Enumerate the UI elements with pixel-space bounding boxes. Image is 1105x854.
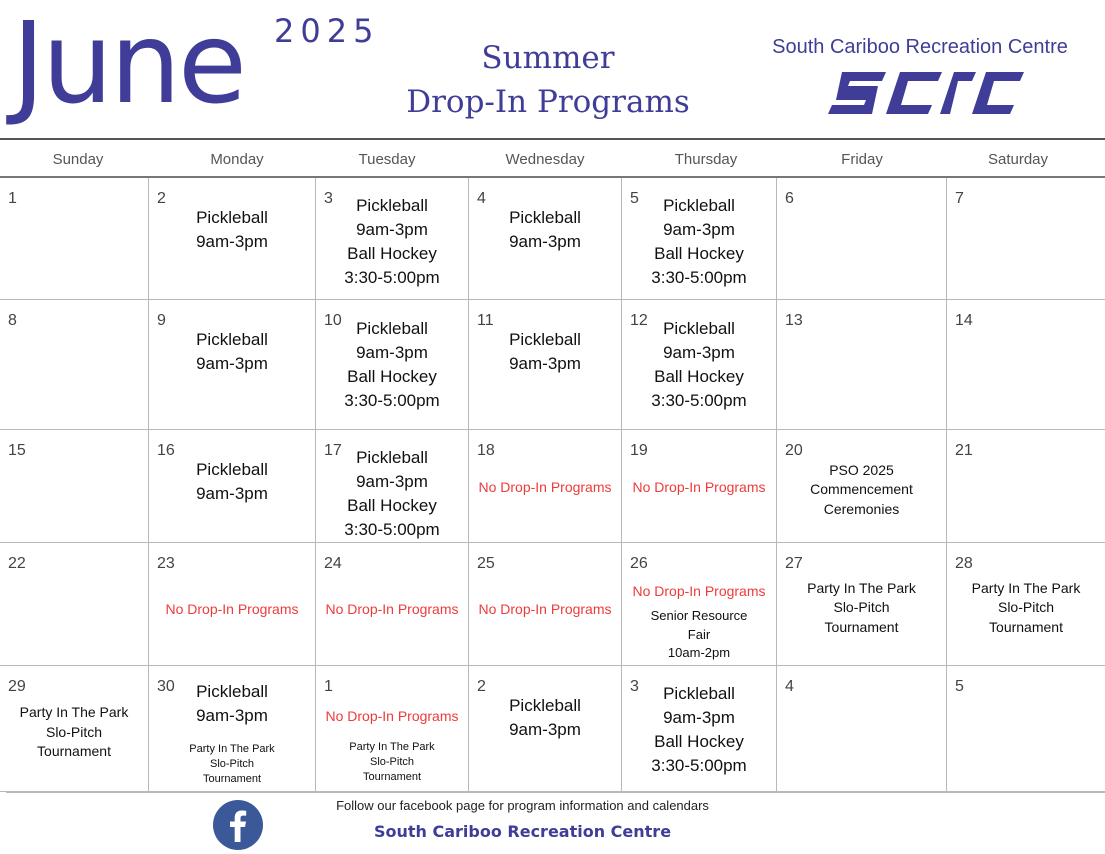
day-number: 4	[785, 678, 794, 695]
program-name: Pickleball	[196, 460, 268, 479]
day-programs	[622, 194, 776, 290]
calendar-day-cell[interactable]	[149, 178, 316, 300]
program-list	[469, 694, 621, 742]
event-line: 10am-2pm	[667, 645, 731, 660]
day-number: 3	[324, 190, 333, 207]
day-programs	[622, 581, 776, 663]
day-number: 2	[157, 190, 166, 207]
program-time: 9am-3pm	[196, 354, 268, 373]
event-details	[622, 607, 776, 663]
org-name: South Cariboo Recreation Centre	[772, 36, 1068, 58]
program-time: 9am-3pm	[509, 354, 581, 373]
day-programs	[316, 317, 468, 413]
event-line: Slo-Pitch	[369, 756, 415, 768]
day-number: 10	[324, 312, 342, 329]
program-name: Ball Hockey	[654, 732, 744, 751]
day-number: 23	[157, 555, 175, 572]
no-programs-notice: No Drop-In Programs	[632, 478, 766, 495]
day-programs	[469, 328, 621, 376]
weekday-header-friday: Friday	[841, 151, 883, 168]
event-line: Party In The Park	[971, 579, 1081, 596]
program-time: 3:30-5:00pm	[344, 520, 440, 539]
calendar-day-cell[interactable]	[149, 666, 316, 792]
program-name: Pickleball	[196, 208, 268, 227]
day-programs	[149, 206, 315, 254]
program-time: 3:30-5:00pm	[651, 391, 747, 410]
calendar-day-cell[interactable]	[947, 430, 1105, 543]
program-list	[149, 458, 315, 506]
calendar-day-cell[interactable]	[947, 178, 1105, 300]
calendar-day-cell[interactable]	[0, 666, 149, 792]
event-line: Tournament	[362, 771, 422, 783]
event-line: Slo-Pitch	[833, 599, 890, 615]
day-number: 5	[630, 190, 639, 207]
weekday-header-saturday: Saturday	[987, 151, 1049, 168]
event-line: Slo-Pitch	[45, 723, 103, 740]
day-programs	[469, 599, 621, 619]
day-programs	[316, 599, 468, 619]
calendar-day-cell[interactable]	[0, 178, 149, 300]
program-list	[316, 194, 468, 290]
day-number: 19	[630, 442, 648, 459]
event-line: Tournament	[37, 743, 111, 759]
scrc-logo	[828, 68, 1024, 118]
calendar-day-cell[interactable]	[149, 430, 316, 543]
day-number: 5	[955, 678, 964, 695]
program-list	[622, 682, 776, 778]
event-line: Slo-Pitch	[997, 599, 1055, 615]
program-name: Pickleball	[663, 684, 735, 703]
program-list	[316, 317, 468, 413]
footer-org-name: South Cariboo Recreation Centre	[373, 822, 672, 841]
facebook-follow-text: Follow our facebook page for program information and calendars	[336, 798, 709, 813]
day-number: 22	[8, 555, 26, 572]
day-number: 15	[8, 442, 26, 459]
calendar-day-cell[interactable]	[777, 178, 947, 300]
day-number: 1	[324, 678, 333, 695]
program-time: 9am-3pm	[663, 708, 735, 727]
program-name: Ball Hockey	[347, 244, 437, 263]
day-number: 18	[477, 442, 495, 459]
calendar-day-cell[interactable]	[622, 543, 777, 666]
event-details	[777, 461, 946, 520]
calendar-day-cell[interactable]	[622, 666, 777, 792]
program-time: 9am-3pm	[663, 220, 735, 239]
event-line: Tournament	[989, 618, 1063, 635]
day-number: 30	[157, 678, 175, 695]
program-name: Ball Hockey	[347, 496, 437, 515]
calendar-header	[0, 0, 1105, 140]
day-number: 1	[8, 190, 17, 207]
calendar-day-cell[interactable]	[469, 178, 622, 300]
no-programs-notice: No Drop-In Programs	[325, 600, 459, 617]
event-details	[149, 742, 315, 787]
program-list	[622, 194, 776, 290]
calendar-day-cell[interactable]	[149, 300, 316, 430]
program-name: Pickleball	[663, 196, 735, 215]
event-line: Ceremonies	[823, 500, 900, 517]
program-name: Ball Hockey	[654, 367, 744, 386]
event-line: Tournament	[202, 773, 262, 785]
no-programs-notice: No Drop-In Programs	[478, 600, 612, 617]
no-programs-notice: No Drop-In Programs	[325, 708, 459, 724]
no-programs-notice: No Drop-In Programs	[632, 583, 766, 599]
subtitle-line-2: Drop-In Programs	[406, 84, 690, 120]
calendar-day-cell[interactable]	[0, 300, 149, 430]
calendar-day-cell[interactable]	[777, 666, 947, 792]
day-number: 12	[630, 312, 648, 329]
program-name: Pickleball	[356, 448, 428, 467]
day-programs	[316, 446, 468, 542]
program-time: 3:30-5:00pm	[651, 756, 747, 775]
footer	[0, 792, 1105, 854]
event-line: Commencement	[810, 481, 913, 497]
calendar-day-cell[interactable]	[0, 543, 149, 666]
program-name: Pickleball	[356, 196, 428, 215]
day-programs	[149, 680, 315, 787]
program-time: 3:30-5:00pm	[651, 268, 747, 287]
event-line: Party In The Park	[807, 579, 916, 596]
facebook-icon[interactable]	[213, 800, 263, 850]
program-list	[149, 680, 315, 728]
program-name: Pickleball	[356, 319, 428, 338]
day-programs	[622, 317, 776, 413]
day-programs	[0, 703, 148, 762]
day-number: 7	[955, 190, 964, 207]
calendar-day-cell[interactable]	[0, 430, 149, 543]
day-number: 16	[157, 442, 175, 459]
program-time: 9am-3pm	[356, 472, 428, 491]
no-programs-notice: No Drop-In Programs	[478, 478, 612, 495]
calendar-day-cell[interactable]	[947, 300, 1105, 430]
program-time: 9am-3pm	[196, 706, 268, 725]
calendar-day-cell[interactable]	[316, 543, 469, 666]
day-number: 20	[785, 442, 803, 459]
calendar-day-cell[interactable]	[469, 666, 622, 792]
day-programs	[622, 682, 776, 778]
day-number: 2	[477, 678, 486, 695]
calendar-day-cell[interactable]	[622, 430, 777, 543]
weekday-header-row	[0, 142, 1105, 176]
calendar-day-cell[interactable]	[777, 430, 947, 543]
day-programs	[777, 461, 946, 520]
day-number: 26	[630, 555, 648, 572]
day-number: 11	[477, 312, 494, 329]
scrc-logo-letters	[828, 72, 1024, 114]
calendar-day-cell[interactable]	[316, 178, 469, 300]
program-list	[149, 328, 315, 376]
day-programs	[622, 477, 776, 497]
day-number: 29	[8, 678, 26, 695]
program-time: 9am-3pm	[196, 232, 268, 251]
program-time: 9am-3pm	[509, 720, 581, 739]
day-programs	[469, 206, 621, 254]
event-line: Senior Resource	[650, 608, 748, 623]
calendar-day-cell[interactable]	[469, 430, 622, 543]
day-number: 8	[8, 312, 17, 329]
month-title: June	[12, 0, 244, 129]
program-time: 9am-3pm	[196, 484, 268, 503]
day-number: 3	[630, 678, 639, 695]
event-line: Party In The Park	[349, 741, 435, 753]
weekday-header-thursday: Thursday	[674, 151, 738, 168]
program-subtitle	[370, 36, 726, 124]
calendar-day-cell[interactable]	[947, 543, 1105, 666]
calendar-day-cell[interactable]	[149, 543, 316, 666]
day-programs	[149, 328, 315, 376]
no-programs-notice: No Drop-In Programs	[165, 600, 299, 617]
program-time: 3:30-5:00pm	[344, 268, 440, 287]
event-line: Party In The Park	[19, 704, 129, 720]
program-time: 9am-3pm	[356, 220, 428, 239]
weekday-header-sunday: Sunday	[52, 151, 104, 168]
day-number: 21	[955, 442, 973, 459]
program-name: Ball Hockey	[347, 367, 437, 386]
program-time: 3:30-5:00pm	[344, 391, 440, 410]
calendar-day-cell[interactable]	[316, 430, 469, 543]
day-programs	[149, 599, 315, 619]
day-programs	[469, 694, 621, 742]
program-time: 9am-3pm	[356, 343, 428, 362]
calendar-day-cell[interactable]	[777, 543, 947, 666]
program-list	[469, 328, 621, 376]
day-number: 9	[157, 312, 166, 329]
day-programs	[316, 194, 468, 290]
calendar-day-cell[interactable]	[622, 300, 777, 430]
calendar-day-cell[interactable]	[469, 543, 622, 666]
day-programs	[777, 579, 946, 638]
day-programs	[947, 579, 1105, 638]
program-time: 9am-3pm	[663, 343, 735, 362]
day-programs	[149, 458, 315, 506]
event-details	[0, 703, 148, 762]
calendar-day-cell[interactable]	[469, 300, 622, 430]
program-list	[622, 317, 776, 413]
day-number: 17	[324, 442, 342, 459]
event-line: Tournament	[824, 618, 899, 635]
day-programs	[469, 477, 621, 497]
program-name: Pickleball	[663, 319, 735, 338]
calendar-day-cell[interactable]	[777, 300, 947, 430]
calendar-day-cell[interactable]	[947, 666, 1105, 792]
day-number: 27	[785, 555, 803, 572]
weekday-header-wednesday: Wednesday	[505, 151, 585, 168]
program-name: Pickleball	[196, 330, 268, 349]
weekday-header-monday: Monday	[210, 151, 264, 168]
header-divider	[0, 138, 1105, 140]
subtitle-line-1: Summer	[481, 40, 615, 76]
program-time: 9am-3pm	[509, 232, 581, 251]
day-programs	[316, 706, 468, 785]
event-line: Party In The Park	[189, 743, 275, 755]
day-number: 13	[785, 312, 803, 329]
day-number: 6	[785, 190, 794, 207]
program-list	[316, 446, 468, 542]
event-line: Fair	[687, 626, 711, 642]
program-name: Pickleball	[196, 682, 268, 701]
calendar-day-cell[interactable]	[316, 300, 469, 430]
event-line: PSO 2025	[829, 461, 894, 478]
event-details	[316, 740, 468, 785]
program-list	[149, 206, 315, 254]
day-number: 25	[477, 555, 495, 572]
program-name: Ball Hockey	[654, 244, 744, 263]
day-number: 24	[324, 555, 342, 572]
day-number: 4	[477, 190, 486, 207]
year-label: 2025	[274, 12, 380, 50]
weekday-header-tuesday: Tuesday	[358, 151, 416, 168]
day-number: 14	[955, 312, 973, 329]
program-list	[469, 206, 621, 254]
program-name: Pickleball	[509, 208, 581, 227]
event-line: Slo-Pitch	[209, 758, 255, 770]
calendar-day-cell[interactable]	[622, 178, 777, 300]
program-name: Pickleball	[509, 330, 581, 349]
event-details	[777, 579, 946, 638]
program-name: Pickleball	[509, 696, 581, 715]
event-details	[947, 579, 1105, 638]
footer-divider	[6, 792, 1105, 793]
day-number: 28	[955, 555, 973, 572]
calendar-day-cell[interactable]	[316, 666, 469, 792]
